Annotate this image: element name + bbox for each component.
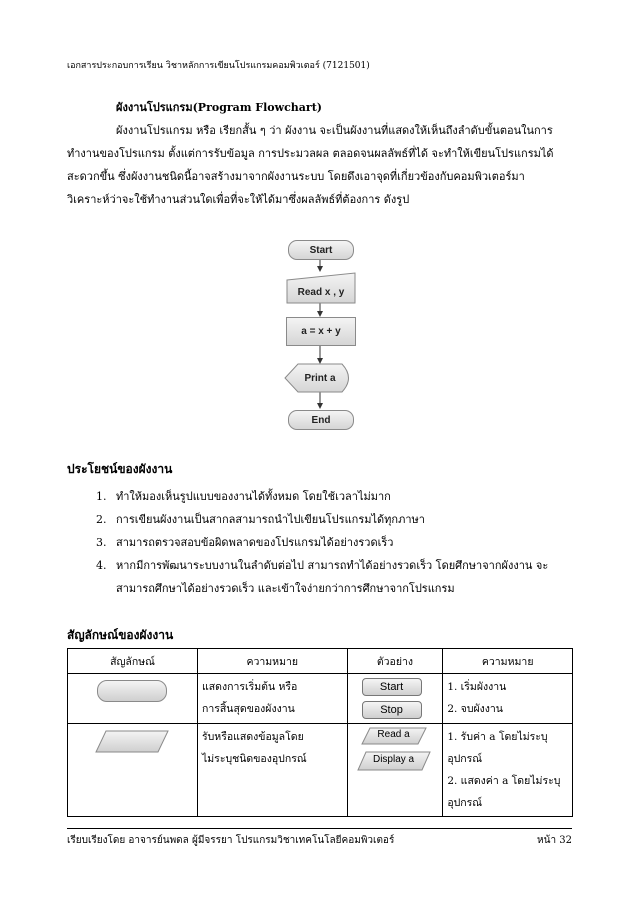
section-title-program-flowchart: ผังงานโปรแกรม(Program Flowchart) xyxy=(116,101,322,114)
example-meaning-line: 2. แสดงค่า a โดยไม่ระบุ xyxy=(447,775,561,787)
page-number: หน้า 32 xyxy=(537,835,572,846)
list-item-number: 4. xyxy=(96,559,107,572)
meaning-line: แสดงการเริ่มต้น หรือ xyxy=(201,681,298,693)
section-title-benefits: ประโยชน์ของผังงาน xyxy=(67,462,173,476)
symbols-table xyxy=(67,648,573,817)
symbol-cell xyxy=(68,724,198,817)
example-meaning-line: 1. รับค่า a โดยไม่ระบุ xyxy=(447,731,548,743)
section-title-symbols: สัญลักษณ์ของผังงาน xyxy=(67,628,174,642)
paragraph-line: วิเคราะห์ว่าจะใช้ทำงานส่วนใดเพื่อที่จะให้ได้มาซึ่งผลลัพธ์ที่ต้องการ ดังรูป xyxy=(67,193,410,206)
footer-credit: เรียบเรียงโดย อาจารย์นพดล ผู้มีจรรยา โปรแกรมวิชาเทคโนโลยีคอมพิวเตอร์ xyxy=(67,835,395,846)
example-meaning-line: อุปกรณ์ xyxy=(447,797,483,809)
example-display-label: Display a xyxy=(372,754,415,765)
flowchart-start-terminal xyxy=(288,240,354,260)
meaning-cell xyxy=(197,674,347,724)
column-header: ความหมาย xyxy=(197,649,347,674)
example-meaning-cell xyxy=(443,674,573,724)
terminal-symbol xyxy=(97,680,167,702)
list-item: สามารถตรวจสอบข้อผิดพลาดของโปรแกรมได้อย่างรวดเร็ว xyxy=(116,536,394,549)
example-meaning-cell xyxy=(443,724,573,817)
column-header: สัญลักษณ์ xyxy=(68,649,198,674)
example-start-terminal xyxy=(362,678,422,696)
list-item-continuation: สามารถศึกษาได้อย่างรวดเร็ว และเข้าใจง่ายกว่าการศึกษาจากโปรแกรม xyxy=(116,582,455,595)
flowchart-start-label: Start xyxy=(309,244,333,256)
list-item: ทำให้มองเห็นรูปแบบของงานได้ทั้งหมด โดยใช้เวลาไม่มาก xyxy=(116,490,391,503)
list-item-number: 2. xyxy=(96,513,107,526)
footer-rule xyxy=(67,828,572,829)
flowchart-print-label: Print a xyxy=(304,372,336,384)
column-header: ตัวอย่าง xyxy=(347,649,443,674)
list-item: การเขียนผังงานเป็นสากลสามารถนำไปเขียนโปรแกรมได้ทุกภาษา xyxy=(116,513,425,526)
input-output-symbol xyxy=(72,728,192,756)
symbol-cell xyxy=(68,674,198,724)
example-label: Stop xyxy=(380,704,403,716)
example-read-label: Read a xyxy=(377,729,410,740)
flowchart-process-label: a = x + y xyxy=(301,326,341,337)
table-row xyxy=(68,674,573,724)
example-meaning-line: 2. จบผังงาน xyxy=(447,703,503,715)
flowchart-end-terminal xyxy=(288,410,354,430)
paragraph-line: ผังงานโปรแกรม หรือ เรียกสั้น ๆ ว่า ผังงาน จะเป็นผังงานที่แสดงให้เห็นถึงลำดับขั้นตอนในการ xyxy=(116,124,553,137)
paragraph-line: ทำงานของโปรแกรม ตั้งแต่การรับข้อมูล การประมวลผล ตลอดจนผลลัพธ์ที่ได้ จะทำให้เขียนโปรแกรมได้ xyxy=(67,147,554,160)
list-item: หากมีการพัฒนาระบบงานในลำดับต่อไป สามารถทำได้อย่างรวดเร็ว โดยศึกษาจากผังงาน จะ xyxy=(116,559,549,572)
example-cell xyxy=(347,724,443,817)
example-meaning-line: 1. เริ่มผังงาน xyxy=(447,681,507,693)
meaning-cell xyxy=(197,724,347,817)
document-header: เอกสารประกอบการเรียน วิชาหลักการเขียนโปรแกรมคอมพิวเตอร์ (7121501) xyxy=(67,61,370,71)
paragraph-line: สะดวกขึ้น ซึ่งผังงานชนิดนี้อาจสร้างมาจากผังงานระบบ โดยดึงเอาจุดที่เกี่ยวข้องกับคอมพิวเตอร์มา xyxy=(67,170,525,183)
flowchart-read-label: Read x , y xyxy=(297,286,345,298)
column-header: ความหมาย xyxy=(443,649,573,674)
meaning-line: รับหรือแสดงข้อมูลโดย xyxy=(201,731,304,743)
meaning-line: การสิ้นสุดของผังงาน xyxy=(201,703,295,715)
meaning-line: ไม่ระบุชนิดของอุปกรณ์ xyxy=(201,753,307,765)
list-item-number: 3. xyxy=(96,536,107,549)
example-label: Start xyxy=(379,681,404,693)
example-stop-terminal xyxy=(362,701,422,719)
table-header-row xyxy=(68,649,573,674)
list-item-number: 1. xyxy=(96,490,107,503)
table-row xyxy=(68,724,573,817)
flowchart-end-label: End xyxy=(311,414,331,426)
example-meaning-line: อุปกรณ์ xyxy=(447,753,483,765)
example-cell xyxy=(347,674,443,724)
flowchart-process-box xyxy=(286,317,356,346)
